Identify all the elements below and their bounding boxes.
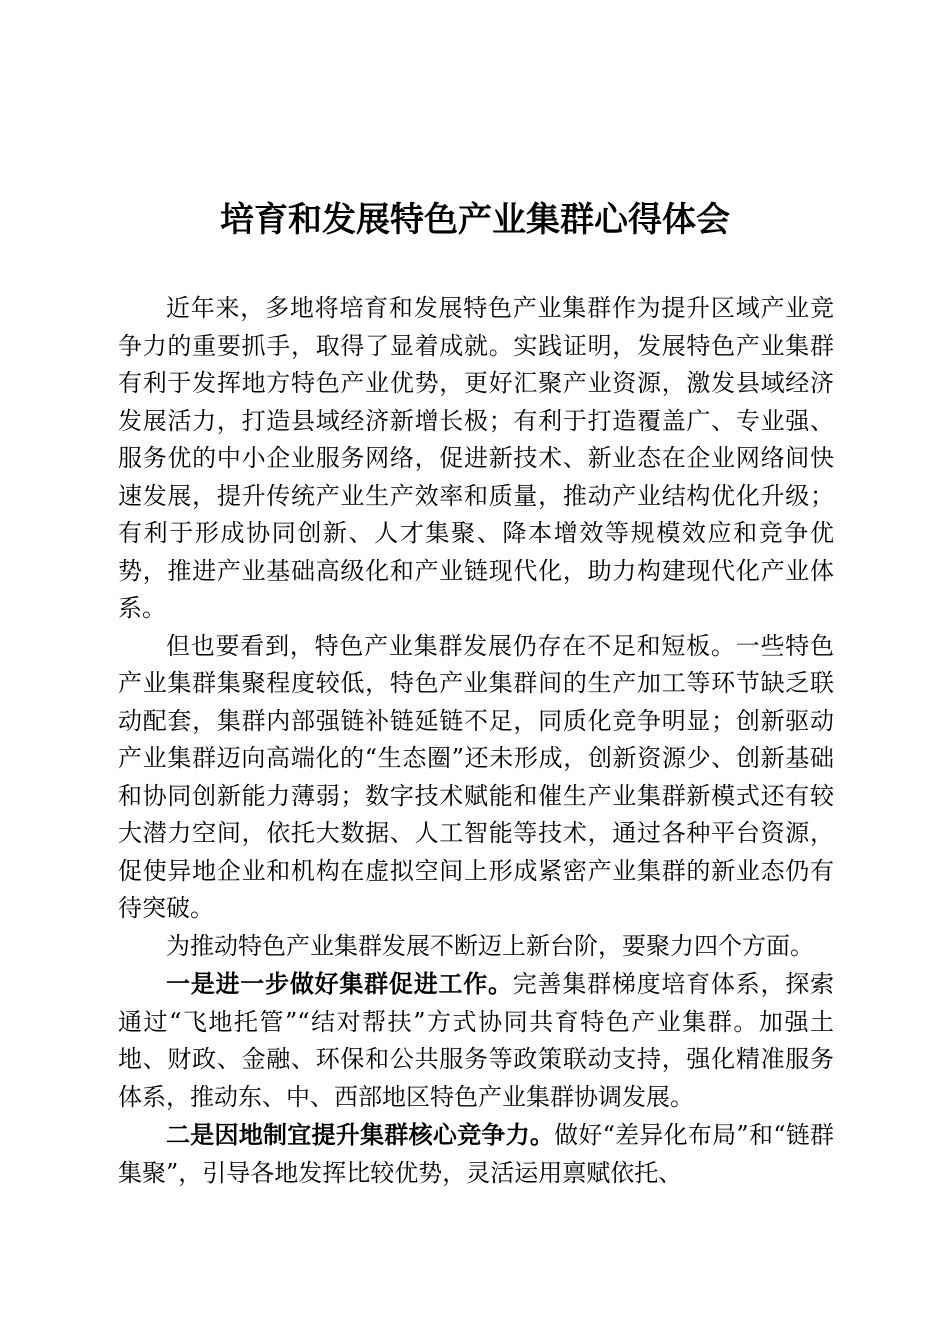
paragraph-text: 做好“差异化布局”和“链群集聚”，引导各地发挥比较优势，灵活运用禀赋依托、 [118,1121,834,1187]
document-body [118,290,834,1192]
paragraph-point-two [118,1116,834,1192]
paragraph-lead-heading: 一是进一步做好集群促进工作。 [166,969,513,998]
paragraph-lead-heading: 二是因地制宜提升集群核心竞争力。 [166,1120,555,1149]
document-title: 培育和发展特色产业集群心得体会 [220,200,730,240]
paragraph-point-one [118,965,834,1116]
paragraph-text: 近年来，多地将培育和发展特色产业集群作为提升区域产业竞争力的重要抓手，取得了显着成就。实践证明，发展特色产业集群有利于发挥地方特色产业优势，更好汇聚产业资源，激发县域经济发展活力，打造县域经济新增长极；有利于打造覆盖广、专业强、服务优的中小企业服务网络，促进新技术、新业态在企业网络间快速发展，提升传统产业生产效率和质量，推动产业结构优化升级；有利于形成协同创新、人才集聚、降本增效等规模效应和竞争优势，推进产业基础高级化和产业链现代化，助力构建现代化产业体系。 [118,294,834,622]
paragraph-text: 完善集群梯度培育体系，探索通过“飞地托管”“结对帮扶”方式协同共育特色产业集群。加强土地、财政、金融、环保和公共服务等政策联动支持，强化精准服务体系，推动东、中、西部地区特色产业集群协调发展。 [118,970,835,1111]
paragraph-text: 但也要看到，特色产业集群发展仍存在不足和短板。一些特色产业集群集聚程度较低，特色产业集群间的生产加工等环节缺乏联动配套，集群内部强链补链延链不足，同质化竞争明显；创新驱动产业集群迈向高端化的“生态圈”还未形成，创新资源少、创新基础和协同创新能力薄弱；数字技术赋能和催生产业集群新模式还有较大潜力空间，依托大数据、人工智能等技术，通过各种平台资源，促使异地企业和机构在虚拟空间上形成紧密产业集群的新业态仍有待突破。 [118,631,834,922]
paragraph-shortcomings [118,628,834,928]
paragraph-text: 为推动特色产业集群发展不断迈上新台阶，要聚力四个方面。 [166,931,814,960]
paragraph-four-aspects [118,928,834,966]
paragraph-intro [118,290,834,628]
